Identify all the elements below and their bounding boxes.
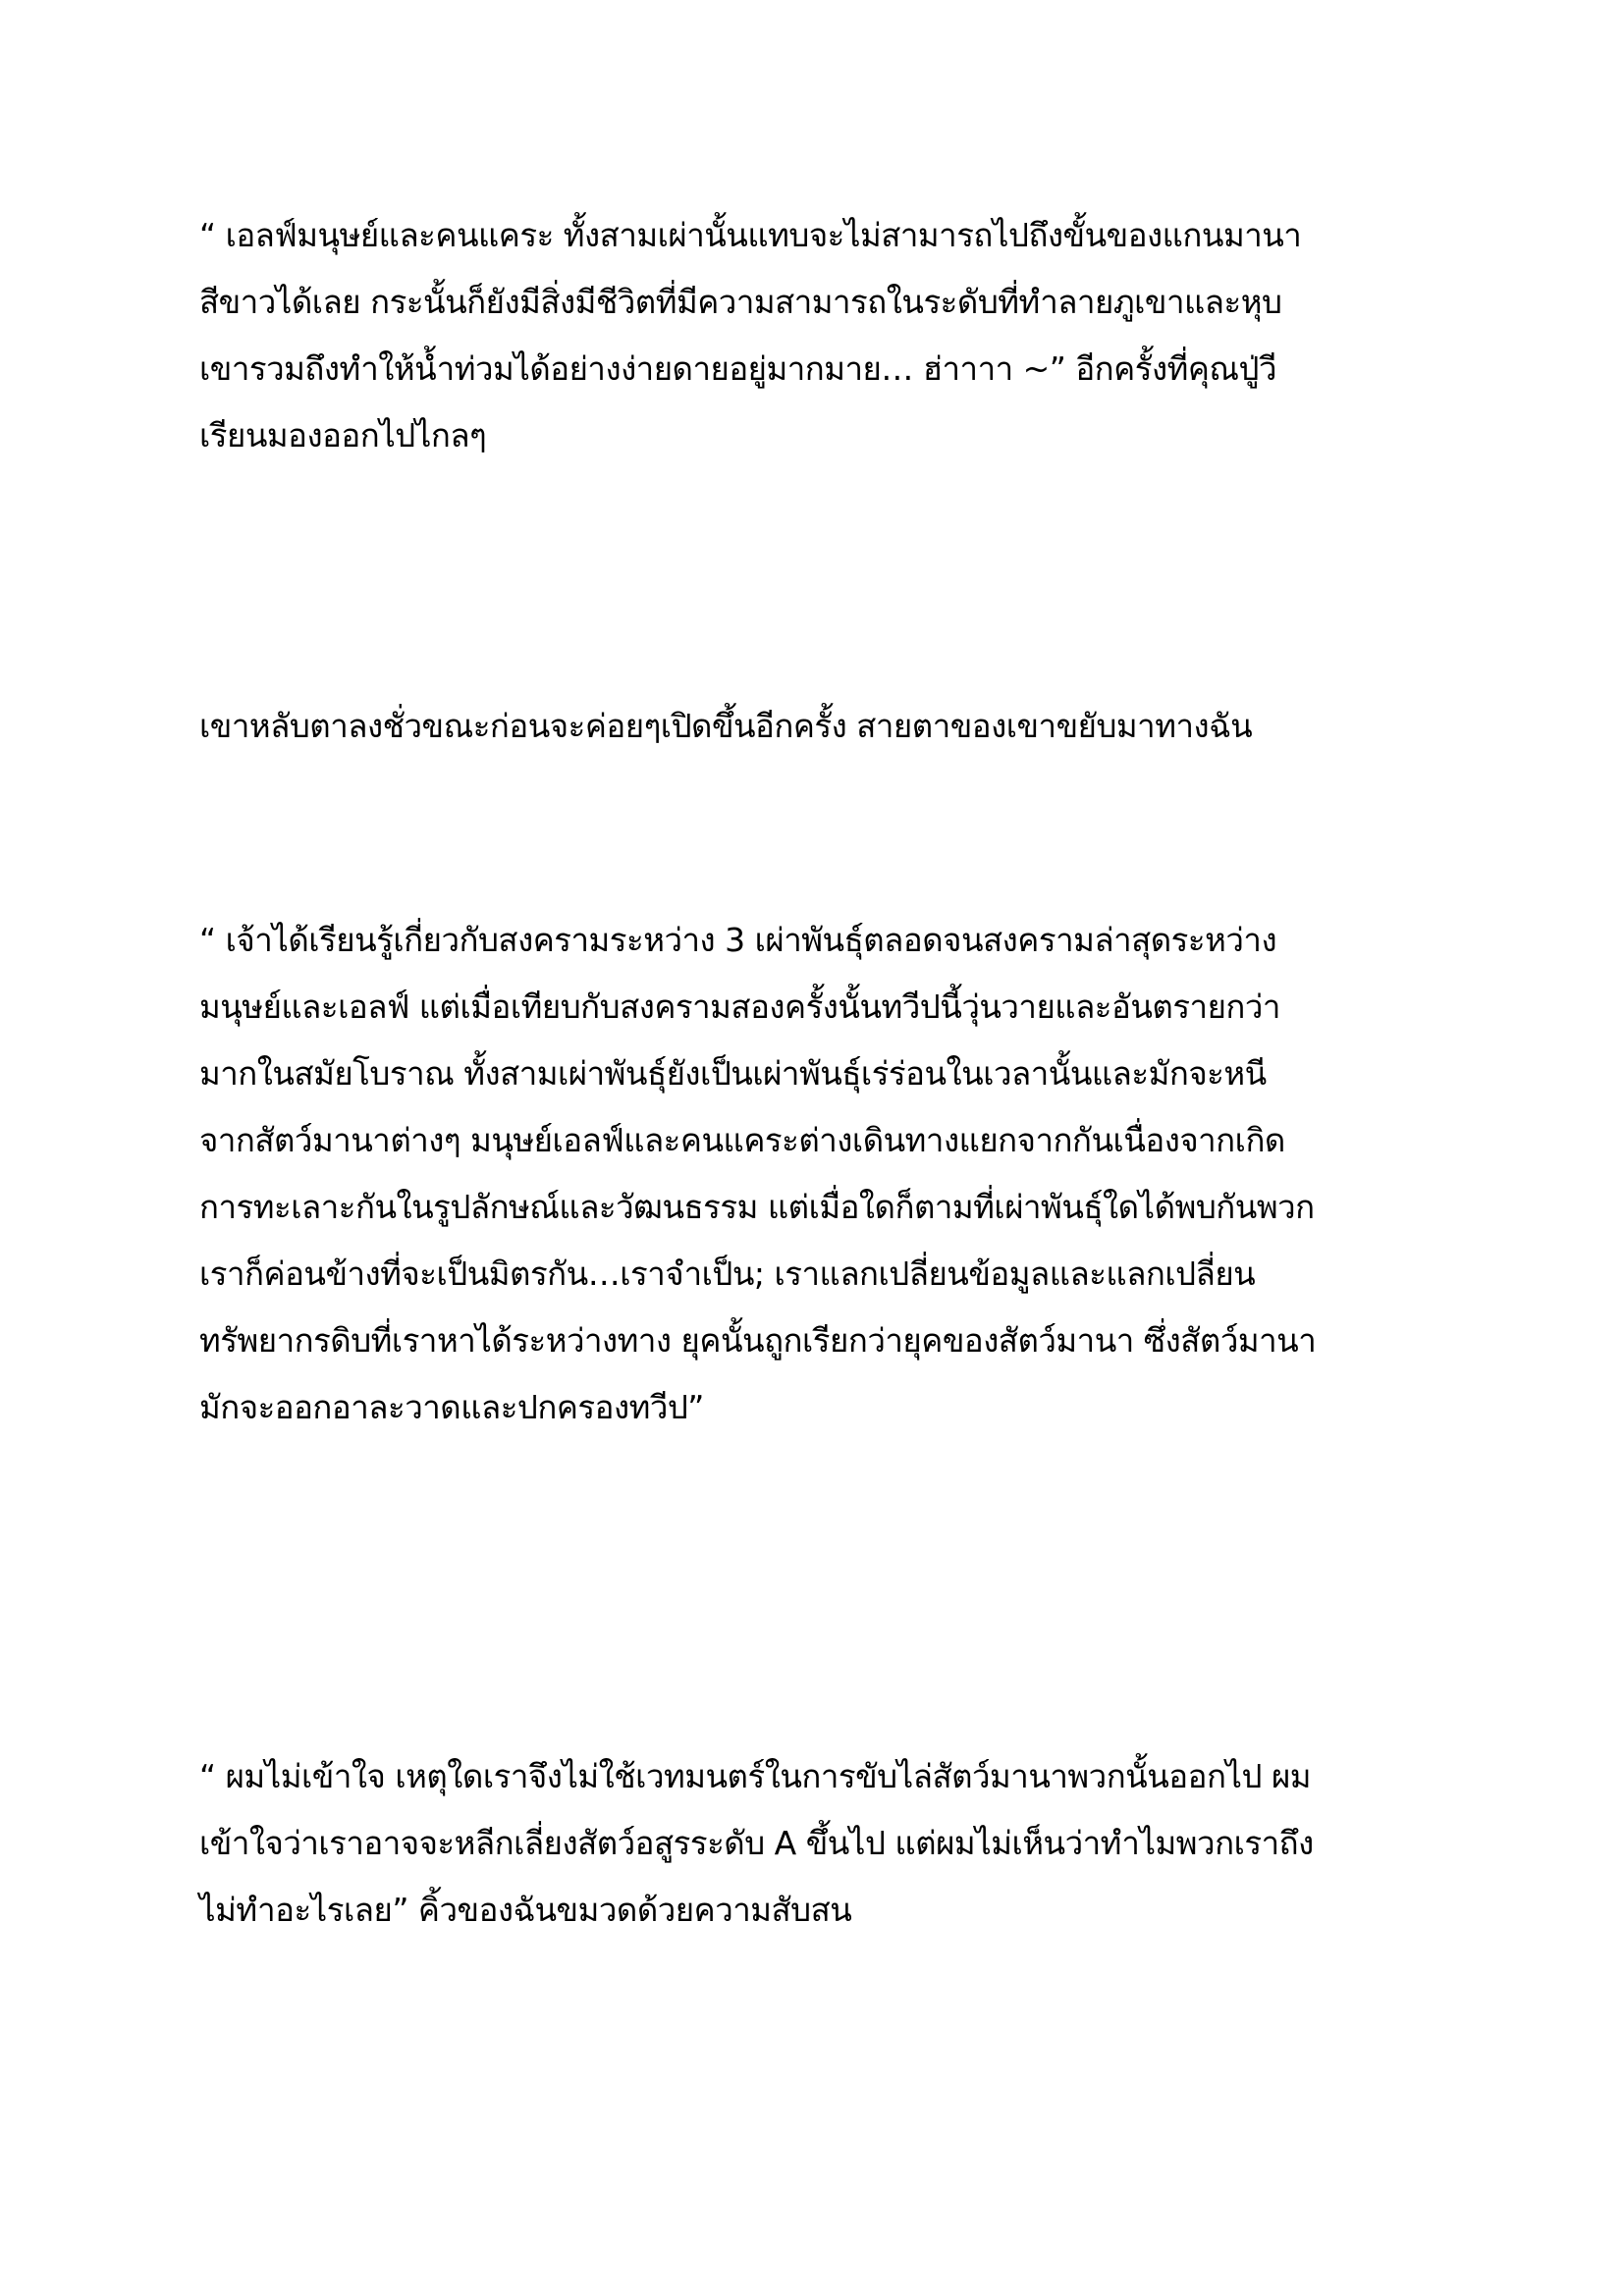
text-line: เขาหลับตาลงชั่วขณะก่อนจะค่อยๆเปิดขึ้นอีกครั้ง สายตาของเขาขยับมาทางฉัน	[199, 707, 1253, 745]
text-line: มากในสมัยโบราณ ทั้งสามเผ่าพันธุ์ยังเป็นเผ่าพันธุ์เร่ร่อนในเวลานั้นและมักจะหนี	[199, 1054, 1267, 1093]
text-line: เขารวมถึงทำให้น้ำท่วมได้อย่างง่ายดายอยู่มากมาย… ฮ่าาาา ~” อีกครั้งที่คุณปู่วี	[199, 349, 1276, 388]
paragraph-history-speech	[199, 907, 1436, 1441]
text-line: “ เจ้าได้เรียนรู้เกี่ยวกับสงครามระหว่าง 3 เผ่าพันธุ์ตลอดจนสงครามล่าสุดระหว่าง	[199, 921, 1277, 959]
text-line: จากสัตว์มานาต่างๆ มนุษย์เอลฟ์และคนแคระต่างเดินทางแยกจากกันเนื่องจากเกิด	[199, 1121, 1285, 1159]
text-line: ไม่ทำอะไรเลย” คิ้วของฉันขมวดด้วยความสับสน	[199, 1891, 852, 1929]
text-line: ทรัพยากรดิบที่เราหาได้ระหว่างทาง ยุคนั้นถูกเรียกว่ายุคของสัตว์มานา ซึ่งสัตว์มานา	[199, 1321, 1317, 1360]
text-line: มักจะออกอาละวาดและปกครองทวีป”	[199, 1388, 704, 1426]
text-line: การทะเลาะกันในรูปลักษณ์และวัฒนธรรม แต่เมื่อใดก็ตามที่เผ่าพันธุ์ใดได้พบกันพวก	[199, 1188, 1315, 1226]
text-line: “ ผมไม่เข้าใจ เหตุใดเราจึงไม่ใช้เวทมนตร์ในการขับไล่สัตว์มานาพวกนั้นออกไป ผม	[199, 1757, 1312, 1795]
text-line: เรียนมองออกไปไกลๆ	[199, 416, 487, 454]
paragraph-narration	[199, 693, 1436, 760]
text-line: “ เอลฟ์มนุษย์และคนแคระ ทั้งสามเผ่านั้นแทบจะไม่สามารถไปถึงขั้นของแกนมานา	[199, 216, 1302, 254]
paragraph-question-speech	[199, 1743, 1436, 1944]
text-line: เราก็ค่อนข้างที่จะเป็นมิตรกัน…เราจำเป็น; เราแลกเปลี่ยนข้อมูลและแลกเปลี่ยน	[199, 1255, 1256, 1293]
text-line: เข้าใจว่าเราอาจจะหลีกเลี่ยงสัตว์อสูรระดับ A ขึ้นไป แต่ผมไม่เห็นว่าทำไมพวกเราถึง	[199, 1824, 1314, 1862]
text-line: มนุษย์และเอลฟ์ แต่เมื่อเทียบกับสงครามสองครั้งนั้นทวีปนี้วุ่นวายและอันตรายกว่า	[199, 988, 1280, 1026]
text-line: สีขาวได้เลย กระนั้นก็ยังมีสิ่งมีชีวิตที่มีความสามารถในระดับที่ทำลายภูเขาและหุบ	[199, 283, 1282, 321]
paragraph-elder-speech	[199, 202, 1436, 469]
